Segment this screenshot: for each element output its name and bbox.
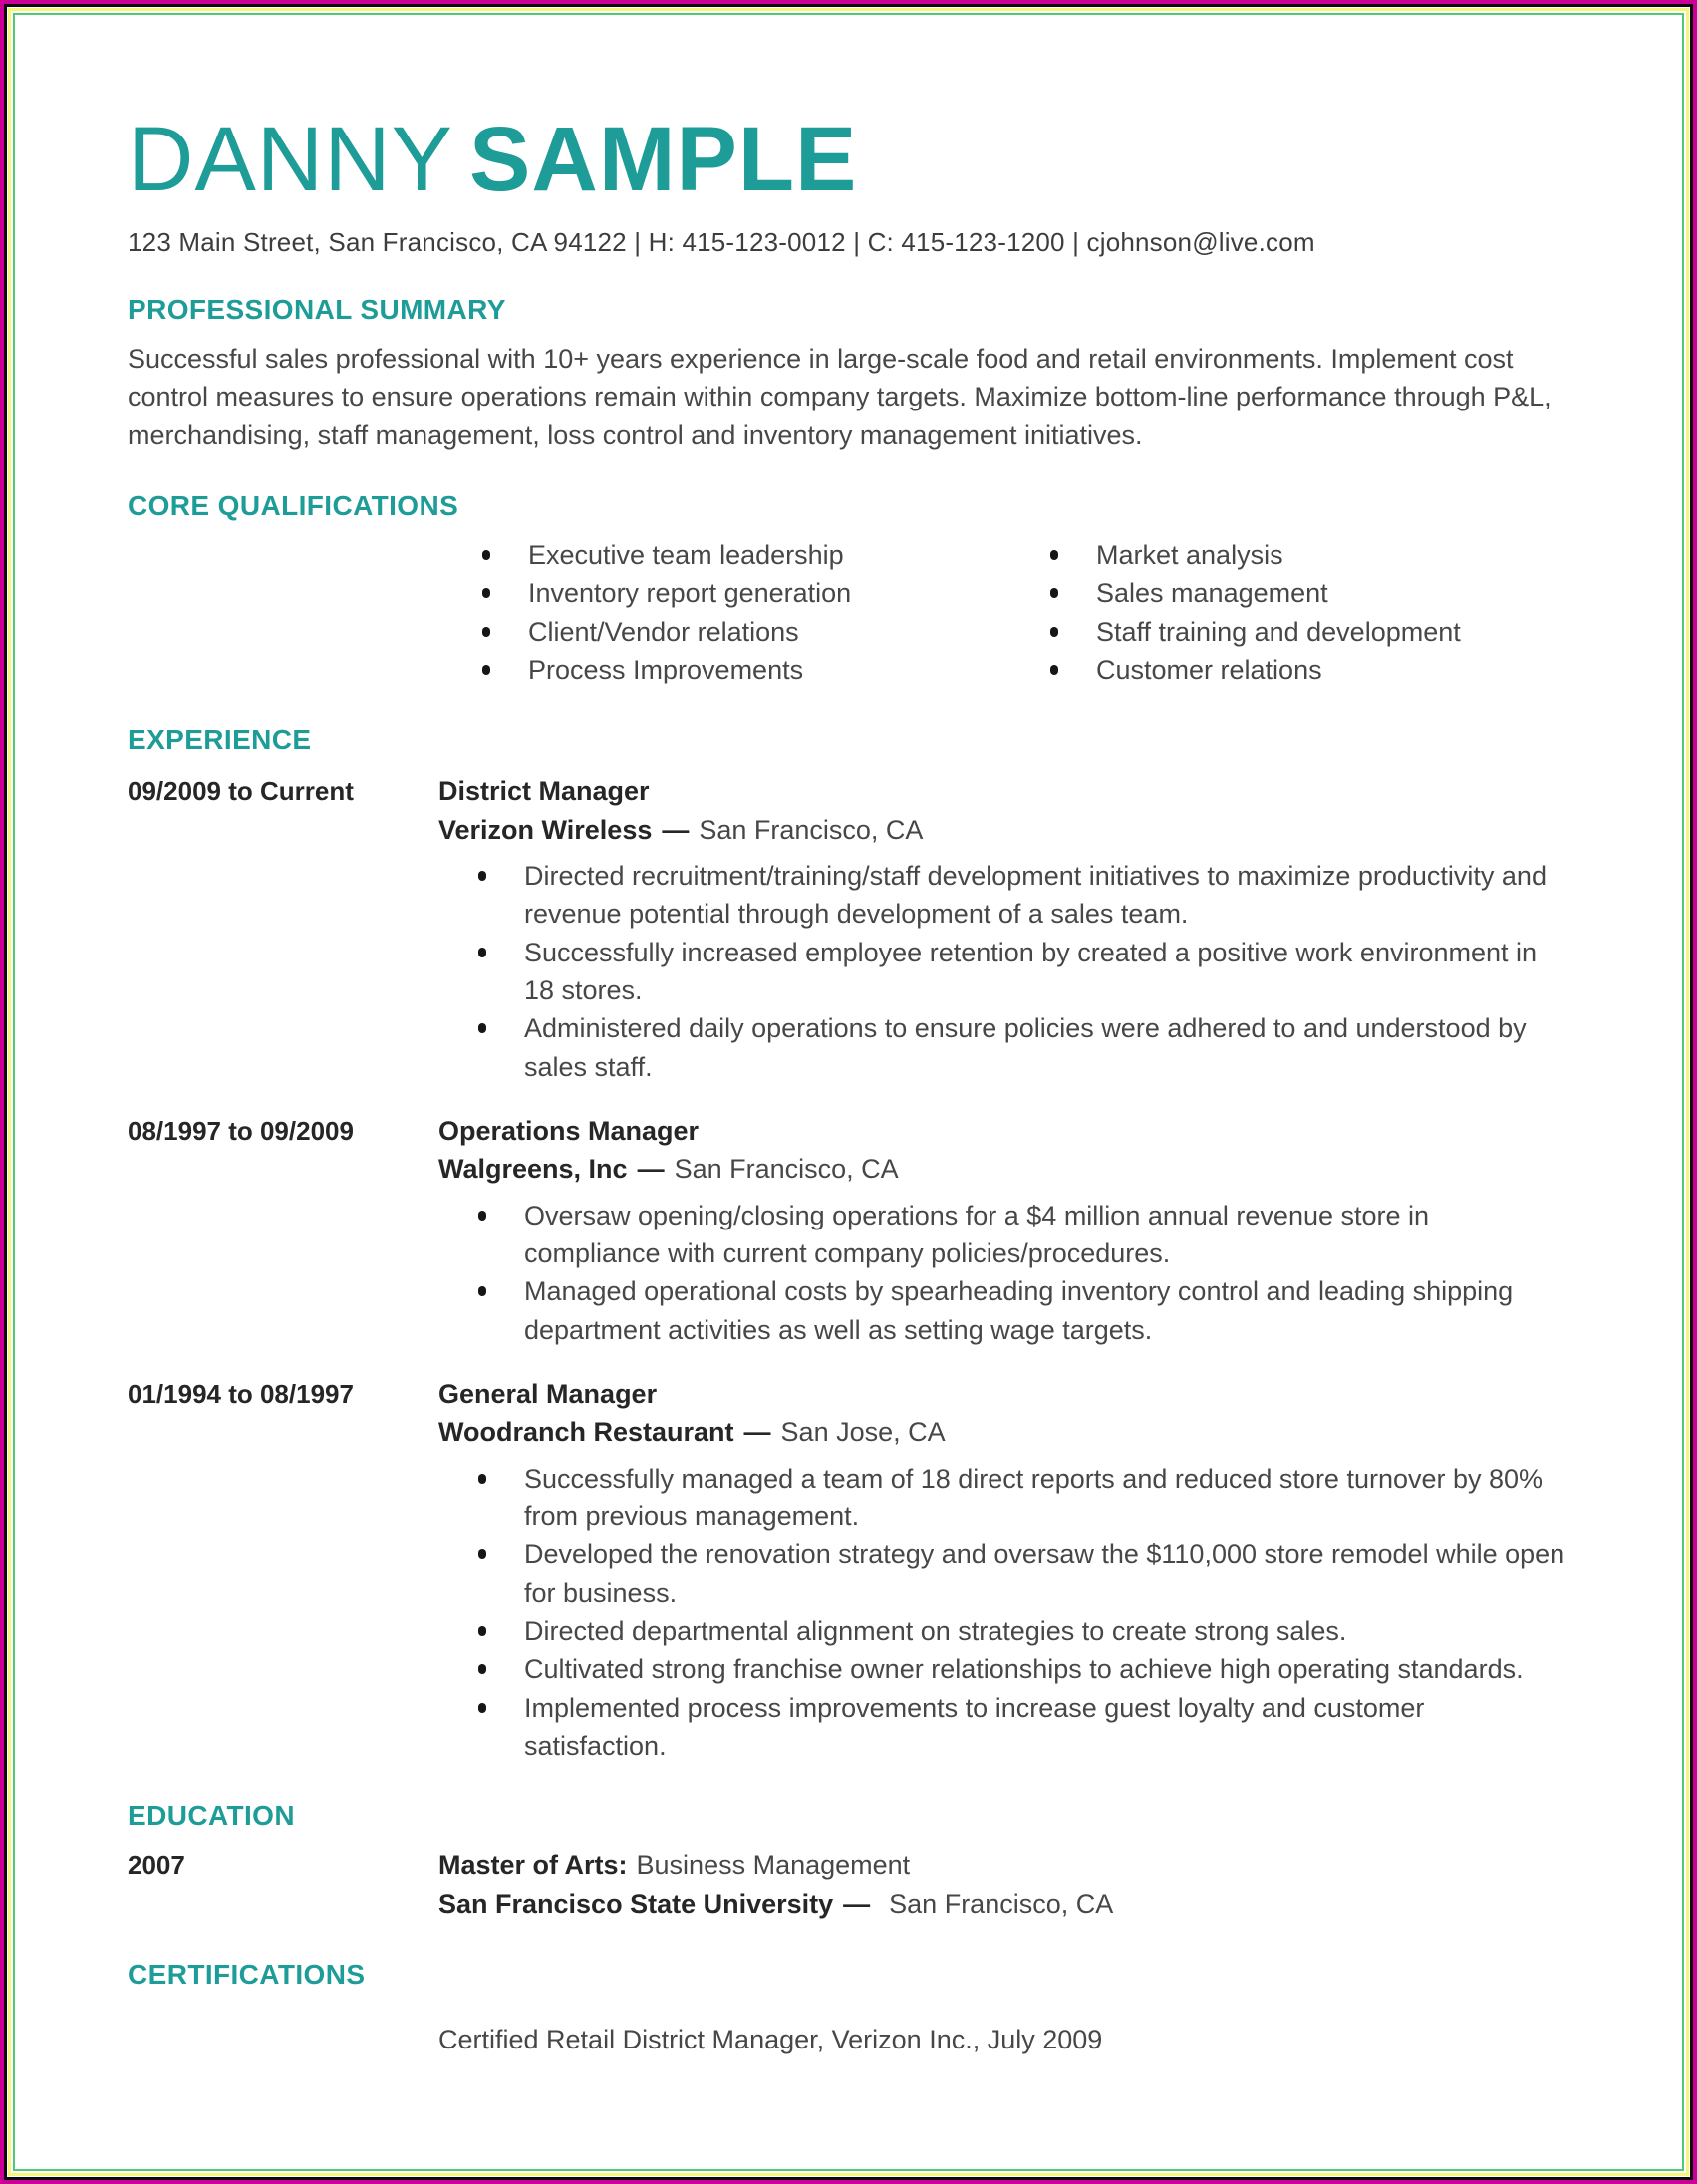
qualification-text: Executive team leadership xyxy=(528,540,844,571)
resume-content xyxy=(15,15,1682,2169)
job-title: Operations Manager xyxy=(438,1115,700,1146)
job-bullet xyxy=(478,1689,1572,1766)
education-degree-detail: Business Management xyxy=(636,1850,911,1881)
company-name: Verizon Wireless xyxy=(438,814,653,845)
job-bullet-text: Administered daily operations to ensure policies were adhered to and understood by sales staff. xyxy=(524,1013,1527,1082)
qualification-item xyxy=(482,651,1050,688)
section-heading-professional-summary: PROFESSIONAL SUMMARY xyxy=(128,294,506,326)
bullet-icon xyxy=(478,1626,486,1636)
job-bullet xyxy=(478,1535,1572,1612)
dash-separator: — xyxy=(662,814,690,845)
qualifications-columns xyxy=(482,536,1572,688)
job-bullet xyxy=(478,1197,1572,1273)
qualifications-column-2 xyxy=(1050,536,1572,688)
education-degree-line xyxy=(438,1846,1572,1884)
job-details xyxy=(438,1375,1572,1765)
section-heading-experience: EXPERIENCE xyxy=(128,724,312,756)
job-company-line xyxy=(438,1413,1572,1451)
job-bullet xyxy=(478,934,1572,1010)
bullet-icon xyxy=(482,550,490,560)
qualification-item xyxy=(482,536,1050,574)
job-bullet xyxy=(478,1272,1572,1349)
education-degree: Master of Arts: xyxy=(438,1850,628,1881)
company-name: Walgreens, Inc xyxy=(438,1154,628,1185)
bullet-icon xyxy=(478,1474,486,1484)
job-location: San Francisco, CA xyxy=(674,1154,899,1185)
qualification-text: Client/Vendor relations xyxy=(528,616,799,647)
qualification-item xyxy=(1050,651,1572,688)
bullet-icon xyxy=(482,665,490,675)
job-bullet-text: Oversaw opening/closing operations for a $4 million annual revenue store in compliance with current company policies/procedures. xyxy=(524,1200,1430,1268)
bullet-icon xyxy=(1050,588,1058,598)
qualification-text: Process Improvements xyxy=(528,655,804,684)
job-bullet-list xyxy=(438,1197,1572,1349)
education-school-location: San Francisco, CA xyxy=(889,1888,1114,1919)
dash-separator: — xyxy=(743,1417,771,1448)
job-bullet xyxy=(478,1009,1572,1086)
job-location: San Francisco, CA xyxy=(699,814,924,845)
job-title: General Manager xyxy=(438,1378,658,1409)
experience-job xyxy=(128,1112,1572,1349)
job-bullet-text: Managed operational costs by spearheading inventory control and leading shipping department activities as well as setting wage targets. xyxy=(524,1276,1514,1345)
job-bullet-text: Cultivated strong franchise owner relationships to achieve high operating standards. xyxy=(524,1654,1524,1685)
bullet-icon xyxy=(482,627,490,637)
summary-paragraph: Successful sales professional with 10+ years experience in large-scale food and retail environments. Implement cost control measures to ensure operations remain within company targets. Maximize bottom-line performance through P&L, merchandising, staff management, loss control and inventory management initiatives. xyxy=(128,344,1552,450)
qualification-text: Inventory report generation xyxy=(528,578,852,609)
experience-job xyxy=(128,1375,1572,1765)
qualifications-column-1 xyxy=(482,536,1050,688)
job-bullet-text: Successfully managed a team of 18 direct reports and reduced store turnover by 80% from previous management. xyxy=(524,1463,1544,1531)
job-bullet-list xyxy=(438,1460,1572,1766)
section-heading-certifications: CERTIFICATIONS xyxy=(128,1958,366,1990)
job-bullet xyxy=(478,857,1572,934)
qualification-item xyxy=(1050,613,1572,651)
dash-separator: — xyxy=(843,1888,871,1919)
job-bullet-text: Directed departmental alignment on strategies to create strong sales. xyxy=(524,1615,1347,1646)
bullet-icon xyxy=(478,1664,486,1674)
bullet-icon xyxy=(478,871,486,881)
bullet-icon xyxy=(1050,665,1058,675)
job-details xyxy=(438,772,1572,1086)
job-dates: 08/1997 to 09/2009 xyxy=(128,1115,354,1146)
job-location: San Jose, CA xyxy=(780,1417,946,1448)
job-dates: 01/1994 to 08/1997 xyxy=(128,1378,354,1409)
person-name xyxy=(128,109,1572,211)
job-bullet-text: Successfully increased employee retention by created a positive work environment in 18 stores. xyxy=(524,937,1538,1005)
bullet-icon xyxy=(1050,627,1058,637)
company-name: Woodranch Restaurant xyxy=(438,1417,734,1448)
bullet-icon xyxy=(478,1549,486,1559)
experience-job xyxy=(128,772,1572,1086)
job-bullet-text: Developed the renovation strategy and oversaw the $110,000 store remodel while open for business. xyxy=(524,1539,1565,1608)
qualification-item xyxy=(482,613,1050,651)
education-school-line xyxy=(438,1885,1572,1923)
first-name: DANNY xyxy=(128,109,454,210)
job-company-line xyxy=(438,811,1572,849)
job-dates: 09/2009 to Current xyxy=(128,776,354,807)
dash-separator: — xyxy=(637,1154,665,1185)
contact-line: 123 Main Street, San Francisco, CA 94122 | H: 415-123-0012 | C: 415-123-1200 | cjohnson@live.com xyxy=(128,227,1315,258)
bullet-icon xyxy=(1050,550,1058,560)
qualification-item xyxy=(482,574,1050,612)
qualification-text: Market analysis xyxy=(1096,540,1283,571)
certification-item: Certified Retail District Manager, Verizon Inc., July 2009 xyxy=(438,2024,1103,2054)
qualification-text: Staff training and development xyxy=(1096,616,1461,647)
education-details xyxy=(438,1846,1572,1923)
job-bullet xyxy=(478,1612,1572,1650)
qualification-text: Sales management xyxy=(1096,578,1328,609)
job-bullet-list xyxy=(438,857,1572,1086)
qualification-item xyxy=(1050,574,1572,612)
bullet-icon xyxy=(482,588,490,598)
qualification-text: Customer relations xyxy=(1096,655,1322,684)
section-heading-core-qualifications: CORE QUALIFICATIONS xyxy=(128,490,459,522)
education-entry xyxy=(128,1846,1572,1923)
education-school: San Francisco State University xyxy=(438,1888,834,1919)
bullet-icon xyxy=(478,1211,486,1221)
qualification-item xyxy=(1050,536,1572,574)
job-bullet-text: Implemented process improvements to increase guest loyalty and customer satisfaction. xyxy=(524,1692,1425,1761)
last-name: SAMPLE xyxy=(469,109,858,210)
section-heading-education: EDUCATION xyxy=(128,1800,295,1832)
bullet-icon xyxy=(478,1023,486,1033)
bullet-icon xyxy=(478,1703,486,1713)
bullet-icon xyxy=(478,948,486,957)
job-bullet-text: Directed recruitment/training/staff development initiatives to maximize productivity and revenue potential through development of a sales team. xyxy=(524,860,1547,930)
job-bullet xyxy=(478,1650,1572,1688)
job-bullet xyxy=(478,1460,1572,1536)
job-title: District Manager xyxy=(438,776,650,807)
job-company-line xyxy=(438,1150,1572,1188)
bullet-icon xyxy=(478,1286,486,1296)
job-details xyxy=(438,1112,1572,1349)
education-year: 2007 xyxy=(128,1850,185,1881)
